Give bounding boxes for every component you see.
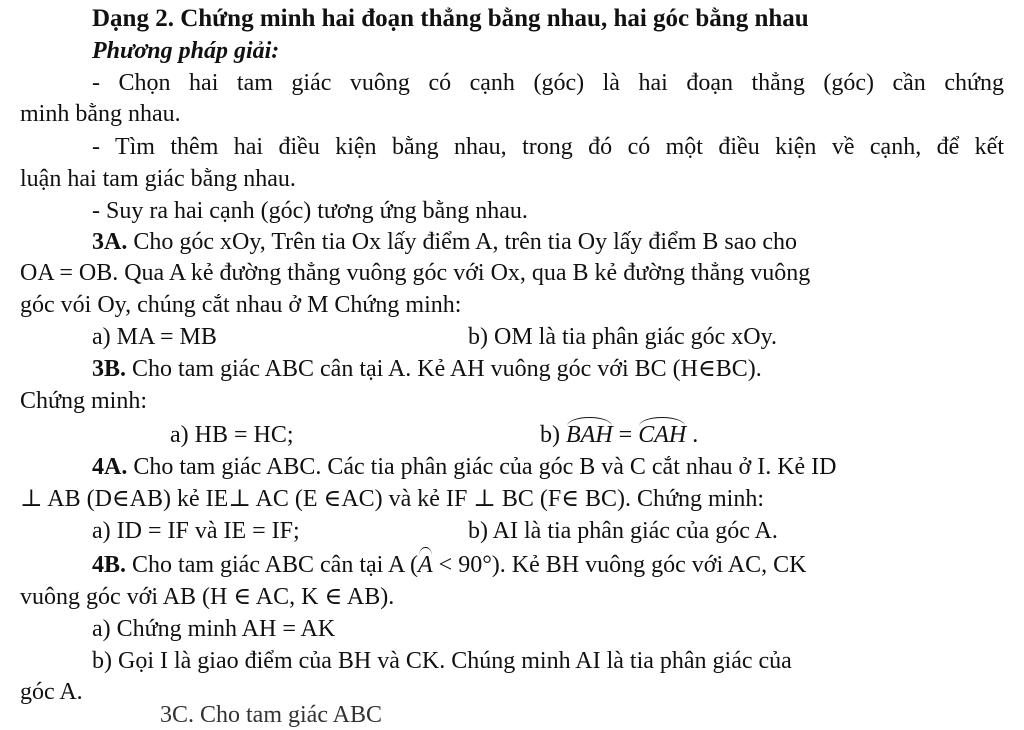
- problem-4b-label: 4B.: [92, 552, 127, 578]
- problem-3a-part-a: a) MA = MB: [92, 324, 217, 350]
- problem-3a-part-b: b) OM là tia phân giác góc xOy.: [468, 324, 778, 350]
- angle-a: A: [417, 552, 433, 578]
- problem-3b-part-b: [540, 420, 698, 450]
- cut-off-text: 3C. Cho tam giác ABC: [160, 702, 382, 728]
- problem-3a-line-1: [92, 227, 1004, 257]
- problem-4b-line-1: [92, 550, 1004, 580]
- problem-4a-text-1: Cho tam giác ABC. Các tia phân giác của góc B và C cắt nhau ở I. Kẻ ID: [127, 454, 837, 480]
- period: .: [686, 422, 699, 448]
- problem-4a-part-b: b) AI là tia phân giác của góc A.: [468, 518, 778, 544]
- angle-cah: CAH: [638, 422, 687, 448]
- equals-sign: =: [612, 422, 639, 448]
- problem-4a-part-a: a) ID = IF và IE = IF;: [92, 518, 300, 544]
- problem-3b-part-b-prefix: b): [540, 422, 566, 448]
- problem-3a-line-3: góc vói Oy, chúng cắt nhau ở M Chứng minh:: [20, 292, 462, 318]
- section-heading: Dạng 2. Chứng minh hai đoạn thẳng bằng nhau, hai góc bằng nhau: [92, 5, 809, 32]
- problem-3a-line-2: OA = OB. Qua A kẻ đường thẳng vuông góc với Ox, qua B kẻ đường thẳng vuông: [20, 260, 811, 286]
- method-step-2a: - Tìm thêm hai điều kiện bằng nhau, trong đó có một điều kiện về cạnh, để kết: [92, 134, 1004, 160]
- problem-4a-label: 4A.: [92, 454, 128, 480]
- problem-4b-part-b-line-2: góc A.: [20, 679, 83, 705]
- angle-bah: BAH: [566, 422, 613, 448]
- problem-3b-text-1: Cho tam giác ABC cân tại A. Kẻ AH vuông góc với BC (H∈BC).: [126, 356, 762, 382]
- problem-3b-part-a: a) HB = HC;: [170, 422, 294, 448]
- problem-3b-line-2: Chứng minh:: [20, 388, 148, 414]
- method-step-3: - Suy ra hai cạnh (góc) tương ứng bằng nhau.: [92, 198, 528, 224]
- cut-off-line: [160, 700, 400, 728]
- problem-4a-line-1: [92, 452, 1004, 482]
- method-step-1a: - Chọn hai tam giác vuông có cạnh (góc) là hai đoạn thẳng (góc) cần chứng: [92, 70, 1004, 96]
- method-label: Phương pháp giải:: [92, 38, 280, 64]
- problem-3a-label: 3A.: [92, 229, 128, 255]
- problem-4b-text-1a: Cho tam giác ABC cân tại A (: [126, 552, 418, 578]
- problem-4a-line-2: ⊥ AB (D∈AB) kẻ IE⊥ AC (E ∈AC) và kẻ IF ⊥ BC (F∈ BC). Chứng minh:: [20, 486, 765, 512]
- method-step-1b: minh bằng nhau.: [20, 101, 181, 127]
- problem-4b-part-b-line-1: b) Gọi I là giao điểm của BH và CK. Chúng minh AI là tia phân giác của: [92, 648, 792, 674]
- problem-3b-label: 3B.: [92, 356, 127, 382]
- problem-4b-text-1b: < 90°). Kẻ BH vuông góc với AC, CK: [432, 552, 807, 578]
- problem-3b-line-1: [92, 354, 1004, 384]
- problem-4b-part-a: a) Chứng minh AH = AK: [92, 616, 336, 642]
- problem-4b-line-2: vuông góc với AB (H ∈ AC, K ∈ AB).: [20, 584, 395, 610]
- method-step-2b: luận hai tam giác bằng nhau.: [20, 166, 296, 192]
- problem-3a-text-1: Cho góc xOy, Trên tia Ox lấy điểm A, trên tia Oy lấy điểm B sao cho: [127, 229, 798, 255]
